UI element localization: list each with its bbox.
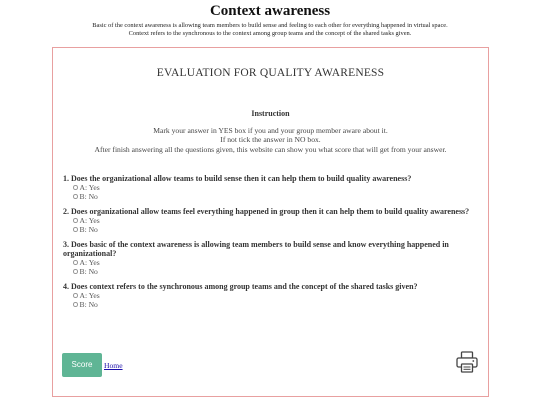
home-link[interactable]: Home [104,361,123,370]
option-label: B: No [79,225,98,234]
intro-text [0,22,540,37]
instruction-line: After finish answering all the questions given, this website can show you what score that will get from your answer. [94,144,447,154]
question-1-option-yes[interactable] [63,183,470,192]
question-text: 2. Does organizational allow teams feel everything happened in group then it can help them to build quality awareness? [63,207,470,216]
option-label: B: No [79,300,98,309]
question-4-option-yes[interactable] [63,291,470,300]
question-4-option-no[interactable] [63,300,470,309]
question-2 [63,207,470,234]
score-button[interactable]: Score [62,353,102,377]
evaluation-card [52,47,489,397]
page-title: Context awareness [209,3,331,19]
instruction-line: Mark your answer in YES box if you and your group member aware about it. [153,126,388,135]
radio-button[interactable] [73,227,78,232]
radio-button[interactable] [73,218,78,223]
question-3-option-no[interactable] [63,267,470,276]
question-1 [63,174,470,201]
question-3 [63,240,470,276]
question-text: 1. Does the organizational allow teams to build sense then it can help them to build quality awareness? [63,174,412,183]
evaluation-title: EVALUATION FOR QUALITY AWARENESS [156,67,385,79]
question-4 [63,282,470,309]
radio-button[interactable] [73,185,78,190]
radio-button[interactable] [73,260,78,265]
radio-button[interactable] [73,269,78,274]
question-text: 4. Does context refers to the synchronous among group teams and the concept of the shared tasks given? [63,282,418,291]
question-3-option-yes[interactable] [63,258,470,267]
option-label: A: Yes [79,291,100,300]
option-label: B: No [79,192,98,201]
question-2-option-yes[interactable] [63,216,470,225]
question-text: 3. Does basic of the context awareness is allowing team members to build sense and know everything happened in organizational? [63,240,449,258]
instruction-text [53,126,488,154]
question-list [63,174,470,315]
instruction-line: If not tick the answer in NO box. [220,135,321,145]
question-2-option-no[interactable] [63,225,470,234]
radio-button[interactable] [73,302,78,307]
option-label: B: No [79,267,98,276]
option-label: A: Yes [79,183,100,192]
radio-button[interactable] [73,194,78,199]
instruction-heading: Instruction [251,109,290,118]
printer-icon[interactable] [455,350,479,374]
radio-button[interactable] [73,293,78,298]
intro-line: Context refers to the synchronous to the context among group teams and the concept of the shared tasks given. [128,29,412,37]
option-label: A: Yes [79,258,100,267]
intro-line: Basic of the context awareness is allowing team members to build sense and feeling to each other for everything happened in virtual space. [92,22,448,29]
question-1-option-no[interactable] [63,192,470,201]
option-label: A: Yes [79,216,100,225]
